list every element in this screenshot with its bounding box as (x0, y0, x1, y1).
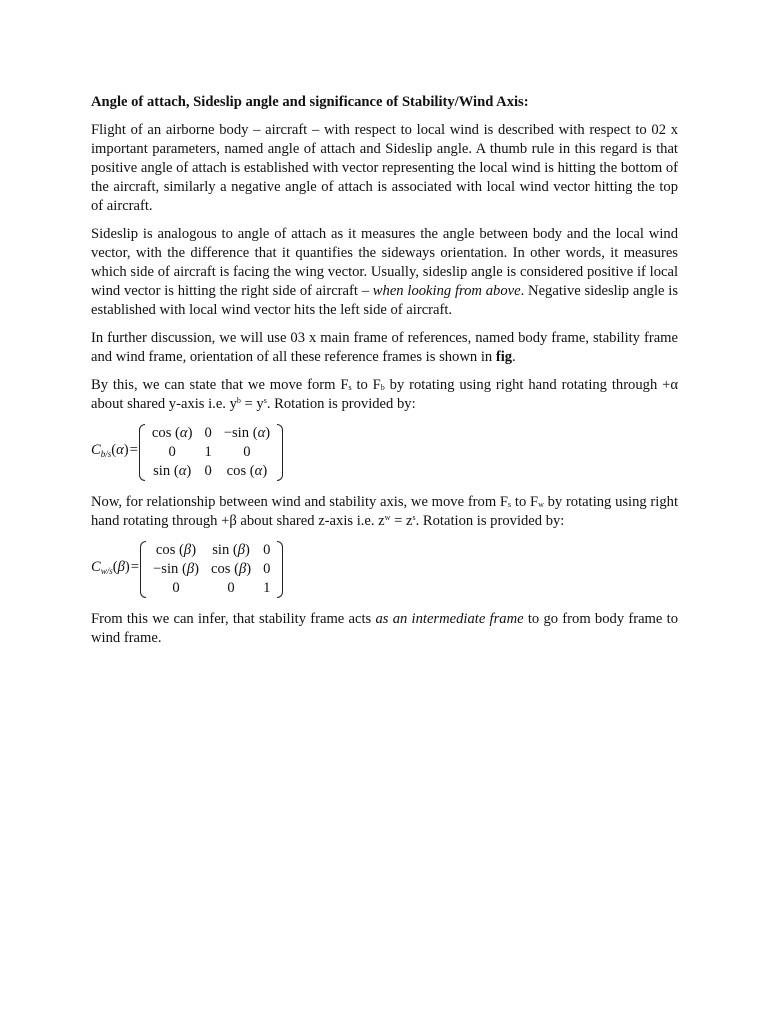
matrix-row (146, 443, 276, 462)
matrix-cell: 0 (204, 425, 212, 441)
subscript: b (380, 383, 385, 392)
matrix-cell: sin (α) (153, 463, 192, 479)
subscript: s (508, 500, 512, 509)
matrix-cell: −sin (α) (223, 425, 271, 441)
superscript: w (384, 513, 391, 522)
superscript: s (263, 396, 267, 405)
equation-lhs: $C_{b/s}(\alpha)=$ (91, 442, 138, 459)
text-run: . Rotation is provided by: (415, 513, 565, 529)
matrix-cell: 1 (263, 580, 271, 596)
matrix-symbol: C (91, 559, 101, 575)
matrix-cell: 0 (168, 444, 176, 460)
matrix-subscript: b/s (100, 449, 112, 459)
matrix-cell: cos (β) (155, 542, 197, 558)
text-run: . (512, 349, 516, 365)
subscript: w (538, 500, 544, 509)
equation-lhs: $C_{w/s}(\beta)=$ (91, 559, 140, 576)
text-run: = y (240, 396, 264, 412)
text-run: . Rotation is provided by: (266, 396, 416, 412)
matrix-row (147, 560, 276, 579)
text-run: to F (351, 377, 381, 393)
matrix-row (146, 424, 276, 443)
matrix-cell: 1 (204, 444, 212, 460)
rotation-matrix (140, 541, 283, 598)
text-run: by rotating using right hand rotating through +α about shared y-axis i.e. y (91, 377, 678, 412)
matrix-cell: 0 (204, 463, 212, 479)
matrix-cell: cos (β) (210, 561, 252, 577)
text-run: Sideslip is analogous to angle of attach as it measures the angle between body and the local wind vector, with the difference that it quantifies the sideways orientation. In other words, it measures which side of aircraft is facing the wing vector. Usually, sideslip angle is considered positive if local wind vector is hitting the right side of aircraft – (91, 226, 678, 299)
rotation-matrix (139, 424, 283, 481)
matrix-row (146, 462, 276, 481)
text-run: to F (511, 494, 539, 510)
matrix-subscript: w/s (100, 566, 113, 576)
paragraph-conclusion (91, 610, 678, 648)
paragraph-reference-frames (91, 329, 678, 367)
superscript: s (412, 513, 416, 522)
matrix-cell: −sin (β) (153, 561, 199, 577)
figure-reference: fig (495, 349, 513, 365)
matrix-symbol: C (91, 442, 101, 458)
matrix-argument: β (117, 559, 125, 575)
paragraph-sideslip (91, 225, 678, 320)
paragraph-wind-stability-rotation (91, 493, 678, 531)
superscript: b (236, 396, 241, 405)
matrix-cell: 0 (263, 561, 271, 577)
matrix-cell: 0 (243, 444, 251, 460)
matrix-argument: α (116, 442, 124, 458)
text-run: From this we can infer, that stability frame acts (91, 611, 376, 627)
matrix-cell: cos (α) (151, 425, 193, 441)
equation-rotation-w-s (91, 541, 678, 598)
matrix-cell: sin (β) (212, 542, 250, 558)
italic-phrase: as an intermediate frame (375, 611, 524, 627)
paragraph-body-stability-rotation (91, 376, 678, 414)
text-run: . Negative sideslip angle is established with local wind vector hits the left side of aircraft. (91, 283, 678, 318)
matrix-row (147, 541, 276, 560)
equation-rotation-b-s (91, 424, 678, 481)
subscript: s (348, 383, 352, 392)
text-run: to go from body frame to wind frame. (91, 611, 678, 646)
text-run: Now, for relationship between wind and stability axis, we move from F (91, 494, 509, 510)
text-run: = z (390, 513, 413, 529)
section-heading: Angle of attach, Sideslip angle and significance of Stability/Wind Axis: (91, 94, 529, 110)
document-page (91, 93, 678, 657)
matrix-cell: 0 (172, 580, 180, 596)
matrix-cell: cos (α) (226, 463, 268, 479)
text-run: by rotating using right hand rotating through +β about shared z-axis i.e. z (91, 494, 678, 529)
matrix-cell: 0 (263, 542, 271, 558)
matrix-cell: 0 (227, 580, 235, 596)
paragraph-angle-of-attach: Flight of an airborne body – aircraft – with respect to local wind is described with respect to 02 x important parameters, named angle of attach and Sideslip angle. A thumb rule in this regard is that positive angle of attach is established with vector representing the local wind is hitting the bottom of the aircraft, similarly a negative angle of attach is associated with local wind vector hitting the top of aircraft. (91, 122, 678, 214)
text-run: By this, we can state that we move form F (91, 377, 349, 393)
matrix-row (147, 579, 276, 598)
italic-phrase: when looking from above (372, 283, 521, 299)
text-run: In further discussion, we will use 03 x main frame of references, named body frame, stability frame and wind frame, orientation of all these reference frames is shown in (91, 330, 678, 365)
